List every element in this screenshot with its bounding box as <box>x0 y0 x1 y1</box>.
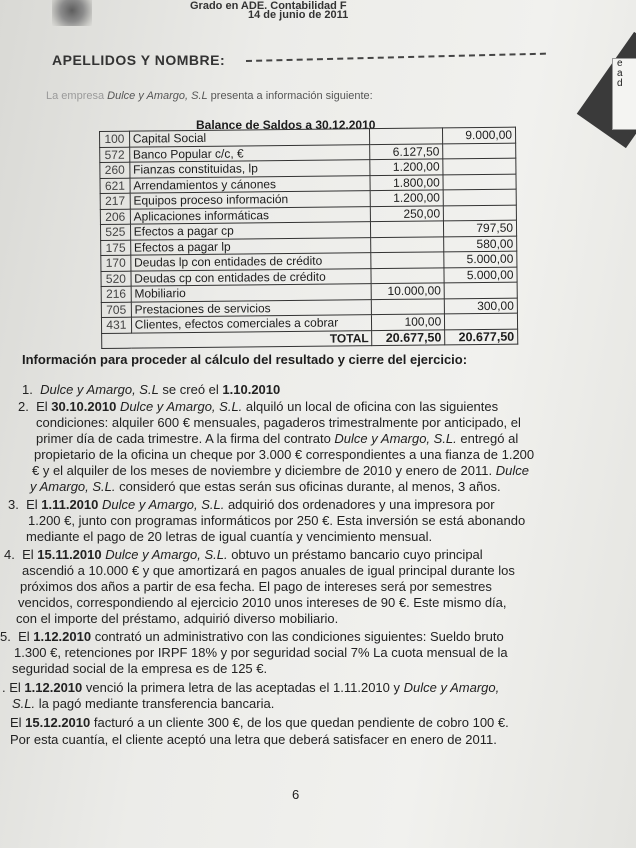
item-date: 15.11.2010 <box>37 547 102 562</box>
credit-amount <box>443 143 516 159</box>
list-item <box>0 629 504 645</box>
debit-amount: 10.000,00 <box>372 283 445 299</box>
item-line <box>32 463 529 479</box>
university-logo <box>52 0 92 26</box>
account-code: 520 <box>101 271 131 287</box>
account-code: 217 <box>100 193 130 209</box>
debit-amount <box>371 221 444 237</box>
item-line: vencidos, correspondiendo al ejercicio 2010 unos intereses de 90 €. Este mismo día, <box>18 595 507 610</box>
account-code: 572 <box>100 147 130 163</box>
item-date: 1.10.2010 <box>222 382 281 397</box>
item-number: . <box>2 680 6 695</box>
list-item <box>2 680 499 696</box>
credit-amount: 580,00 <box>444 236 517 252</box>
total-credit: 20.677,50 <box>445 329 518 345</box>
account-code: 216 <box>101 286 131 302</box>
item-text: € y el alquiler de los meses de noviembre y diciembre de 2010 y enero de 2011. <box>32 463 496 478</box>
list-item <box>8 497 495 513</box>
item-company: Dulce y Amargo, S.L. <box>116 399 243 414</box>
info-heading: Información para proceder al cálculo del resultado y cierre del ejercicio: <box>22 352 468 367</box>
account-code: 431 <box>101 317 131 333</box>
account-name: Equipos proceso información <box>130 191 371 209</box>
background-card <box>612 58 636 130</box>
account-name: Prestaciones de servicios <box>131 299 372 317</box>
item-date: 1.11.2010 <box>41 497 99 512</box>
debit-amount <box>371 252 444 268</box>
item-company: Dulce y Amargo, S.L. <box>334 431 457 446</box>
list-item <box>18 399 498 415</box>
credit-amount: 9.000,00 <box>443 127 516 143</box>
item-text: El <box>36 399 52 414</box>
credit-amount <box>443 174 516 190</box>
account-name: Aplicaciones informáticas <box>130 206 371 224</box>
item-text: facturó a un cliente 300 €, de los que quedan pendiente de cobro 100 €. <box>90 715 509 730</box>
item-date: 1.12.2010 <box>24 680 83 695</box>
account-code: 621 <box>100 178 130 194</box>
item-line: con el importe del préstamo, adquirió diverso mobiliario. <box>16 611 339 626</box>
item-number: 2. <box>18 399 29 414</box>
account-code: 705 <box>101 302 131 318</box>
intro-company: Dulce y Amargo, S.L <box>107 90 208 102</box>
item-text: la pagó mediante transferencia bancaria. <box>35 696 275 711</box>
item-company: Dulce y Amargo, S.L. <box>98 497 225 512</box>
header-date: 14 de junio de 2011 <box>248 9 349 21</box>
account-name: Deudas lp con entidades de crédito <box>131 253 372 271</box>
item-company: Dulce y Amargo, S.L. <box>101 547 228 562</box>
credit-amount <box>445 313 518 329</box>
corner-letter: a <box>617 68 623 79</box>
item-company: Dulce y Amargo, S.L <box>40 382 159 397</box>
item-text: entregó al <box>456 431 519 446</box>
item-text: alquiló un local de oficina con las siguientes <box>242 399 499 414</box>
debit-amount <box>371 267 444 283</box>
item-line <box>30 479 501 495</box>
item-line: condiciones: alquiler 600 € mensuales, pagaderos trimestralmente por anticipado, el <box>36 415 521 430</box>
debit-amount: 250,00 <box>371 205 444 221</box>
credit-amount <box>444 282 517 298</box>
item-date: 1.12.2010 <box>33 629 92 644</box>
list-item <box>4 547 483 563</box>
account-name: Efectos a pagar cp <box>130 222 371 240</box>
credit-amount <box>444 205 517 221</box>
item-company: Dulce <box>495 463 529 478</box>
intro-text <box>46 90 373 102</box>
item-text: El <box>9 680 25 695</box>
item-text: adquirió dos ordenadores y una impresora por <box>224 497 495 512</box>
debit-amount <box>370 128 443 144</box>
item-text: obtuvo un préstamo bancario cuyo principal <box>227 547 483 562</box>
intro-lead: La empresa <box>46 90 108 102</box>
debit-amount: 6.127,50 <box>370 143 443 159</box>
header-course: Grado en ADE. Contabilidad F <box>190 0 347 12</box>
balance-table <box>99 127 518 349</box>
item-line: mediante el pago de 20 letras de igual cuantía y vencimiento mensual. <box>26 529 433 544</box>
item-line <box>12 696 274 712</box>
credit-amount: 5.000,00 <box>444 267 517 283</box>
debit-amount <box>371 236 444 252</box>
account-name: Capital Social <box>129 129 370 147</box>
account-name: Fianzas constituidas, lp <box>130 160 371 178</box>
account-name: Efectos a pagar lp <box>130 237 371 255</box>
page-number: 6 <box>292 787 300 802</box>
item-text: El <box>18 629 34 644</box>
item-text: consideró que estas serán sus oficinas durante, al menos, 3 años. <box>115 479 501 494</box>
credit-amount <box>443 158 516 174</box>
credit-amount: 300,00 <box>444 298 517 314</box>
item-line: ascendió a 10.000 € y que amortizará en pagos anuales de igual principal durante los <box>22 563 515 578</box>
item-text: El <box>26 497 42 512</box>
item-line: Por esta cuantía, el cliente aceptó una letra que deberá satisfacer en enero de 2011. <box>10 732 497 747</box>
item-number: 3. <box>8 497 19 512</box>
name-field-line[interactable] <box>246 53 546 62</box>
credit-amount <box>443 189 516 205</box>
item-line: 1.300 €, retenciones por IRPF 18% y por seguridad social 7% La cuota mensual de la <box>14 645 508 660</box>
total-label: TOTAL <box>102 330 373 348</box>
corner-letter: d <box>617 78 623 89</box>
credit-amount: 797,50 <box>444 220 517 236</box>
item-text: El <box>22 547 38 562</box>
account-code: 100 <box>100 131 130 147</box>
account-name: Mobiliario <box>131 284 372 302</box>
account-name: Deudas cp con entidades de crédito <box>131 268 372 286</box>
item-number: 4. <box>4 547 15 562</box>
balance-total-row <box>102 329 518 349</box>
item-number: 1. <box>22 382 33 397</box>
name-field-label: APELLIDOS Y NOMBRE: <box>52 52 226 68</box>
list-item <box>10 715 509 731</box>
item-text: se creó el <box>158 382 223 397</box>
item-date: 30.10.2010 <box>51 399 117 414</box>
item-number: 5. <box>0 629 11 644</box>
total-debit: 20.677,50 <box>372 329 445 345</box>
item-date: 15.12.2010 <box>25 715 91 730</box>
list-item <box>22 382 280 398</box>
account-name: Clientes, efectos comerciales a cobrar <box>131 315 372 333</box>
item-line: próximos dos años a partir de esa fecha. El pago de intereses será por semestres <box>20 579 492 594</box>
item-company: S.L. <box>12 696 36 711</box>
item-line <box>36 431 518 447</box>
item-text: El <box>10 715 26 730</box>
item-line: 1.200 €, junto con programas informáticos por 250 €. Esta inversión se está abonando <box>28 513 526 528</box>
item-line: seguridad social de la empresa es de 125 €. <box>12 661 268 676</box>
debit-amount: 1.800,00 <box>370 174 443 190</box>
account-name: Banco Popular c/c, € <box>129 144 370 162</box>
item-text: primer día de cada trimestre. A la firma del contrato <box>36 431 335 446</box>
debit-amount <box>372 298 445 314</box>
credit-amount: 5.000,00 <box>444 251 517 267</box>
item-company: Dulce y Amargo, <box>403 680 500 695</box>
account-code: 525 <box>100 224 130 240</box>
corner-letter: e <box>617 58 623 69</box>
account-code: 206 <box>100 209 130 225</box>
item-company: y Amargo, S.L. <box>30 479 116 494</box>
item-text: contrató un administrativo con las condiciones siguientes: Sueldo bruto <box>91 629 504 644</box>
debit-amount: 100,00 <box>372 314 445 330</box>
debit-amount: 1.200,00 <box>371 190 444 206</box>
account-code: 175 <box>101 240 131 256</box>
item-line: propietario de la oficina un cheque por 3.000 € correspondientes a una fianza de 1.200 <box>34 447 535 462</box>
debit-amount: 1.200,00 <box>370 159 443 175</box>
intro-rest: presenta a información siguiente: <box>207 90 373 102</box>
account-name: Arrendamientos y cánones <box>130 175 371 193</box>
item-text: venció la primera letra de las aceptadas el 1.11.2010 y <box>82 680 404 695</box>
account-code: 170 <box>101 255 131 271</box>
account-code: 260 <box>100 162 130 178</box>
balance-title: Balance de Saldos a 30.12.2010 <box>196 118 376 132</box>
